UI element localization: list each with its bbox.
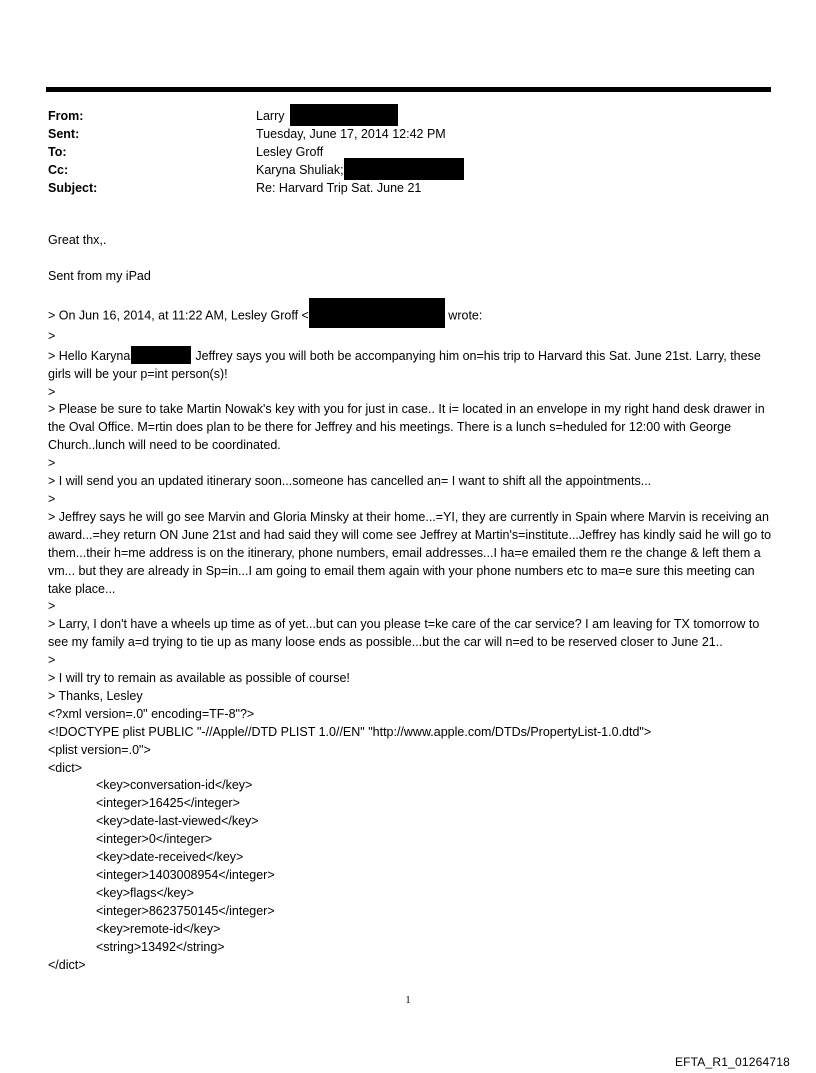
to-label: To:: [48, 145, 67, 159]
from-row: [48, 107, 768, 125]
plist-line: <integer>1403008954</integer>: [96, 868, 275, 882]
plist-line: <string>13492</string>: [96, 939, 225, 954]
to-value: Lesley Groff: [256, 145, 324, 159]
from-name: Larry: [256, 109, 285, 123]
quote-intro-wrote: wrote:: [444, 308, 483, 323]
quote-para-remain: > I will try to remain as available as possible of course!: [48, 671, 350, 686]
from-label: From:: [48, 109, 84, 123]
subject-value: Re: Harvard Trip Sat. June 21: [256, 181, 422, 195]
sent-value: Tuesday, June 17, 2014 12:42 PM: [256, 127, 446, 141]
cc-row: [48, 161, 768, 179]
redaction-box: [344, 158, 464, 180]
cc-value: [256, 161, 464, 180]
plist-line: <key>conversation-id</key>: [96, 778, 253, 793]
from-value: [256, 107, 398, 126]
hello-text-cont: Jeffrey says you will both be accompanying him on=his trip to Harvard this Sat. June 21st. Larry, these girls will be your p=int person(s)!: [48, 348, 761, 381]
redaction-box: [131, 346, 191, 364]
quote-intro: [48, 304, 774, 328]
document-id: EFTA_R1_01264718: [674, 1055, 790, 1069]
plist-open: <plist version=.0">: [48, 742, 151, 757]
plist-line: <key>flags</key>: [96, 885, 194, 900]
quote-marker: >: [48, 491, 56, 506]
plist-line: <key>date-received</key>: [96, 850, 244, 865]
subject-row: [48, 179, 768, 197]
email-body: [48, 232, 774, 974]
quote-marker: >: [48, 653, 56, 668]
quote-para-key: > Please be sure to take Martin Nowak's key with you for just in case.. It i= located in an envelope in my right hand desk drawer in the Oval Office. M=rtin does plan to be there for Jeffrey and his meetings. There is a lunch s=heduled for 12:00 with George Church..lunch will need to be coordinated.: [48, 402, 765, 453]
quote-para-car: > Larry, I don't have a wheels up time as of yet...but can you please t=ke care of the car service? I am leaving for TX tomorrow to see my family a=d trying to tie up as many loose ends as possible...but the car will n=ed to be reserved closer to June 21..: [48, 617, 760, 650]
cc-name: Karyna Shuliak;: [256, 163, 344, 177]
dict-open: <dict>: [48, 760, 83, 775]
sent-label: Sent:: [48, 127, 80, 141]
quote-para-minsky: > Jeffrey says he will go see Marvin and Gloria Minsky at their home...=YI, they are currently in Spain where Marvin is receiving an award...=hey return ON June 21st and had said they will come see Jeffrey at Martin's=institute...Jeffrey has kindly said he will go to them...their h=me address is on the itinerary, phone numbers, email addresses...I ha=e emailed them re the change & left them a vm... but they are already in Sp=in...I am going to email them again with your phone numbers etc to ma=e sure this meeting can take place...: [48, 509, 772, 596]
quote-marker: >: [48, 599, 56, 614]
body-line: Sent from my iPad: [48, 268, 151, 283]
subject-label: Subject:: [48, 181, 98, 195]
quote-para-hello: [48, 346, 774, 384]
page-number: 1: [405, 994, 411, 1006]
redaction-box: [309, 298, 445, 328]
redaction-box: [290, 104, 398, 126]
quote-thanks: > Thanks, Lesley: [48, 688, 143, 703]
hello-text: > Hello Karyna: [48, 348, 131, 363]
sent-row: [48, 125, 768, 143]
header-divider: [46, 87, 771, 92]
quote-marker: >: [48, 456, 56, 471]
cc-label: Cc:: [48, 163, 69, 177]
xml-doctype: <!DOCTYPE plist PUBLIC "-//Apple//DTD PLIST 1.0//EN" "http://www.apple.com/DTDs/PropertyList-1.0.dtd">: [48, 724, 652, 739]
dict-close: </dict>: [48, 957, 86, 972]
quote-para-itinerary: > I will send you an updated itinerary soon...someone has cancelled an= I want to shift all the appointments...: [48, 474, 652, 489]
plist-line: <key>remote-id</key>: [96, 921, 221, 936]
plist-line: <integer>0</integer>: [96, 832, 213, 847]
quote-marker: >: [48, 328, 56, 343]
quote-marker: >: [48, 384, 56, 399]
plist-line: <integer>8623750145</integer>: [96, 903, 275, 918]
plist-line: <key>date-last-viewed</key>: [96, 814, 259, 829]
body-line: Great thx,.: [48, 233, 107, 247]
xml-declaration: <?xml version=.0" encoding=TF-8"?>: [48, 706, 255, 721]
quote-intro-text: > On Jun 16, 2014, at 11:22 AM, Lesley Groff <: [48, 308, 309, 323]
plist-line: <integer>16425</integer>: [96, 796, 240, 811]
